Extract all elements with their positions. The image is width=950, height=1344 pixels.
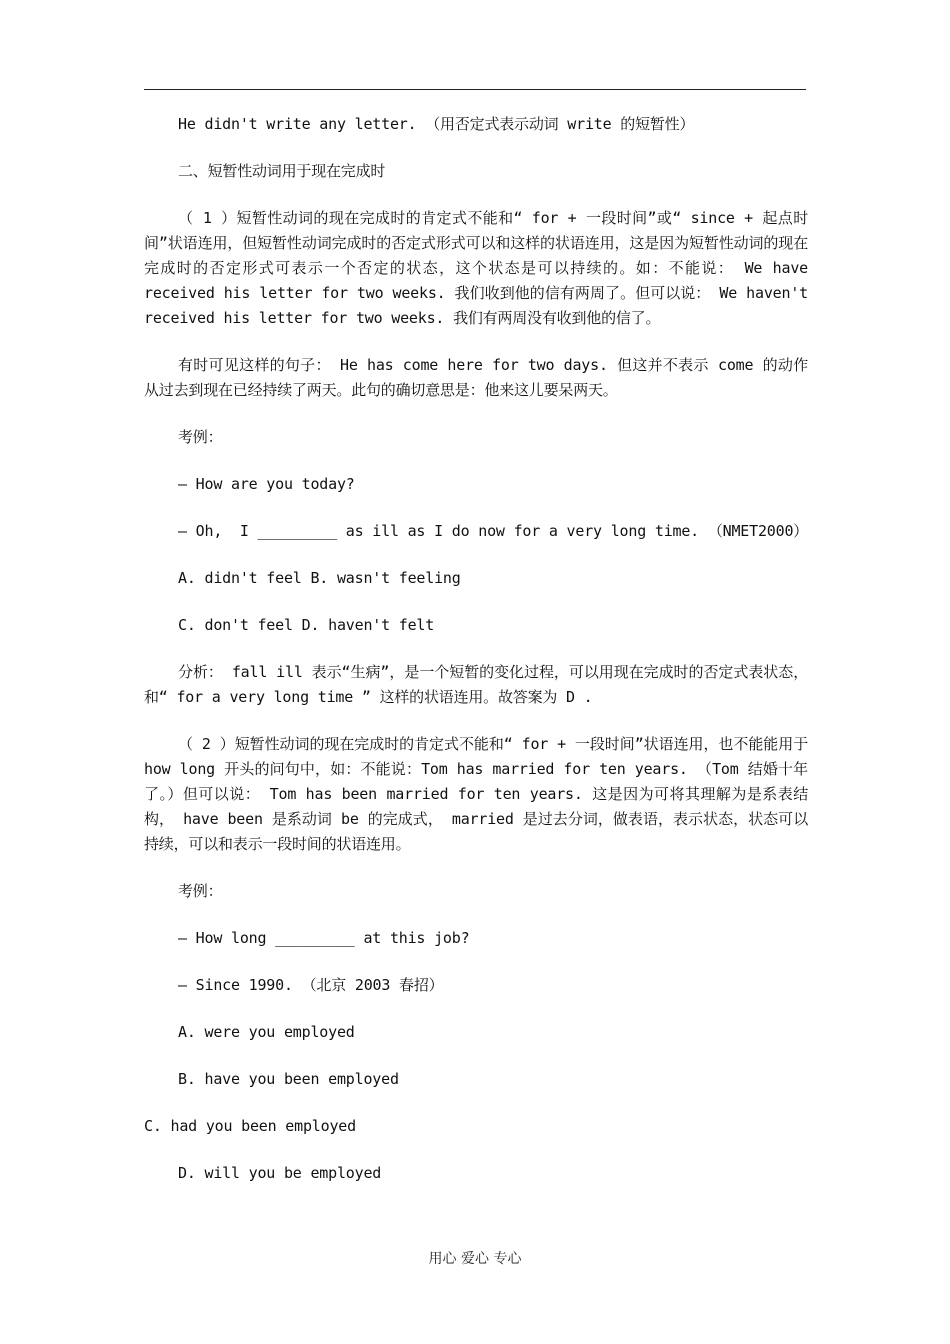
option-d: D. will you be employed (178, 1164, 382, 1182)
paragraph-example-sentence: He didn't write any letter. （用否定式表示动词 write 的短暂性） (178, 115, 695, 133)
options-line-1: A. didn't feel B. wasn't feeling (178, 569, 461, 587)
document-body (144, 112, 817, 1208)
example-label-1: 考例： (178, 428, 223, 446)
options-line-2: C. don't feel D. haven't felt (178, 616, 435, 634)
option-a: A. were you employed (178, 1023, 355, 1041)
analysis-paragraph: 分析： fall ill 表示“生病”，是一个短暂的变化过程，可以用现在完成时的否定式表状态，和“ for a very long time ” 这样的状语连用。故答案为 D . (144, 663, 808, 706)
dialogue-line-3: — How long _________ at this job? (178, 929, 470, 947)
paragraph-note: 有时可见这样的句子： He has come here for two days. 但这并不表示 come 的动作从过去到现在已经持续了两天。此句的确切意思是：他来这儿要呆两天。 (144, 356, 808, 399)
header-rule (144, 89, 806, 90)
option-c: C. had you been employed (144, 1117, 356, 1135)
option-b: B. have you been employed (178, 1070, 399, 1088)
section-heading: 二、短暂性动词用于现在完成时 (178, 162, 386, 180)
dialogue-line-2: — Oh, I _________ as ill as I do now for a very long time. （NMET2000） (178, 522, 809, 540)
dialogue-line-4: — Since 1990. （北京 2003 春招） (178, 976, 444, 994)
paragraph-rule-2: （ 2 ）短暂性动词的现在完成时的肯定式不能和“ for + 一段时间”状语连用，也不能能用于 how long 开头的问句中，如：不能说：Tom has married for ten years. （Tom 结婚十年了。）但可以说： Tom has been married for ten years. 这是因为可将其理解为是系表结构， have been 是系动词 be 的完成式， married 是过去分词，做表语，表示状态，状态可以持续，可以和表示一段时间的状语连用。 (144, 735, 817, 853)
example-label-2: 考例： (178, 882, 223, 900)
paragraph-rule-1: （ 1 ）短暂性动词的现在完成时的肯定式不能和“ for + 一段时间”或“ since + 起点时间”状语连用，但短暂性动词完成时的否定式形式可以和这样的状语连用，这是因为短暂性动词的现在完成时的否定形式可表示一个否定的状态，这个状态是可以持续的。如：不能说： We have received his letter for two weeks. 我们收到他的信有两周了。但可以说： We haven't received his letter for two weeks. 我们有两周没有收到他的信了。 (144, 209, 817, 327)
page-footer: 用心 爱心 专心 (428, 1251, 522, 1267)
dialogue-line-1: — How are you today? (178, 475, 355, 493)
